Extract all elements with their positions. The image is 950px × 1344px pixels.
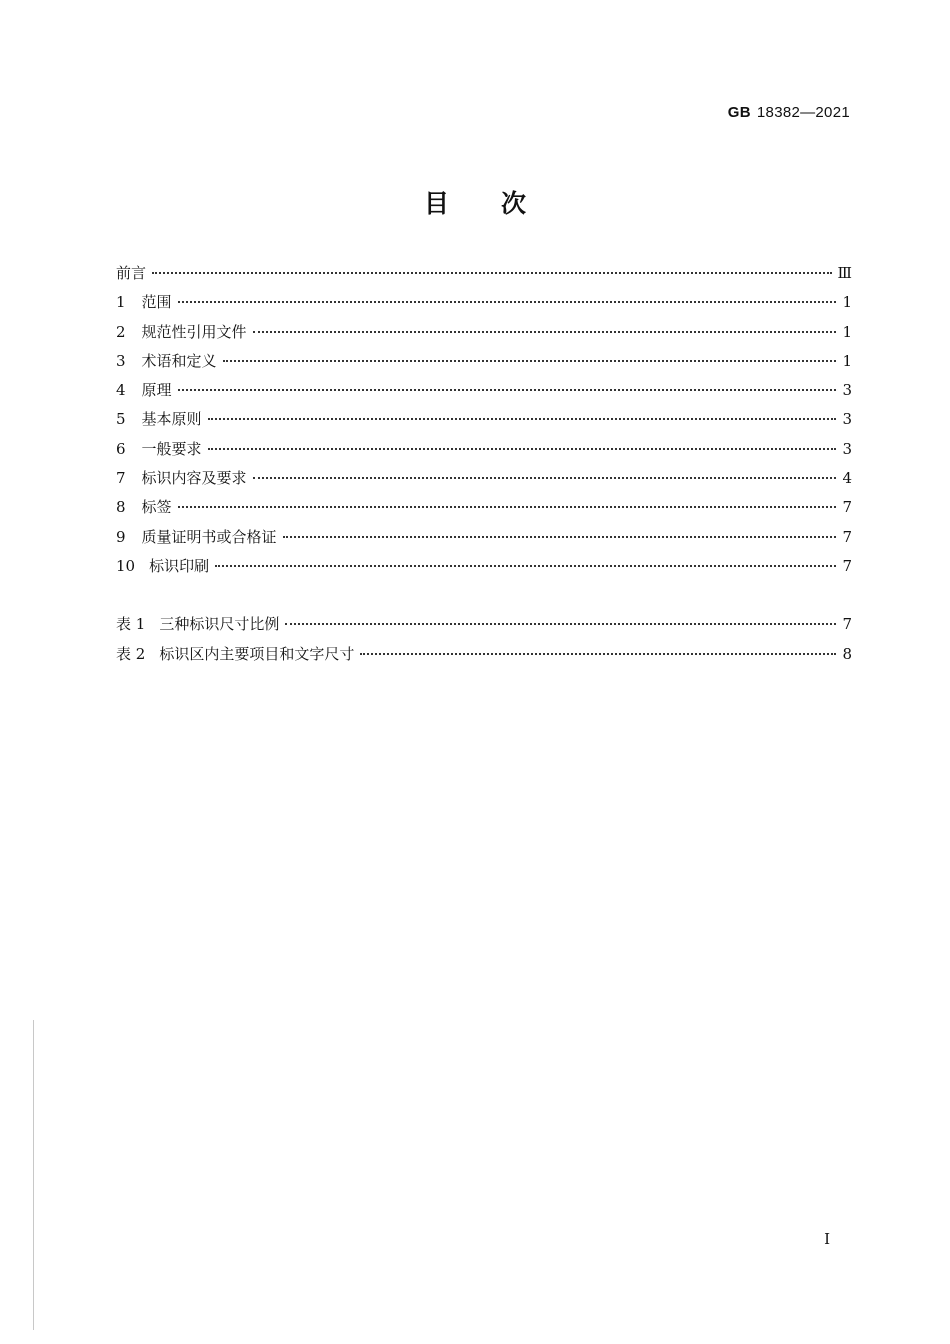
toc-entry-page: 8 (842, 644, 852, 663)
dot-leader (208, 447, 836, 450)
toc-entry-number: 3 (116, 351, 126, 370)
dot-leader (360, 652, 836, 655)
standard-code: 18382—2021 (756, 104, 850, 121)
toc-entry-label: 前言 (116, 264, 147, 282)
toc-entry-label: 质量证明书或合格证 (141, 527, 277, 546)
toc-entry-label: 范围 (141, 293, 172, 312)
toc-entry-label: 规范性引用文件 (141, 322, 247, 341)
dot-leader (178, 388, 836, 391)
toc-tables (116, 613, 852, 672)
toc-entry-number: 5 (116, 410, 126, 429)
toc-entry[interactable] (116, 467, 852, 496)
dot-leader (208, 417, 836, 420)
toc-sections (116, 262, 852, 584)
toc-entry-label: 一般要求 (141, 439, 202, 458)
toc-entry-label: 标识区内主要项目和文字尺寸 (159, 644, 355, 663)
toc-entry-number: 6 (116, 439, 126, 458)
page-number: I (824, 1230, 830, 1248)
toc-entry[interactable] (116, 555, 852, 584)
toc-entry-number: 表 1 (116, 615, 146, 634)
toc-entry-label: 标识内容及要求 (141, 469, 247, 488)
toc-entry-page: 1 (842, 293, 852, 312)
toc-entry[interactable] (116, 643, 852, 672)
toc-entry-page: 7 (842, 527, 852, 546)
toc-entry[interactable] (116, 379, 852, 408)
toc-entry[interactable] (116, 438, 852, 467)
standard-number (728, 104, 850, 121)
dot-leader (215, 564, 836, 567)
toc-entry-number: 2 (116, 322, 126, 341)
toc-entry[interactable] (116, 526, 852, 555)
toc-entry-label: 标签 (141, 498, 172, 517)
toc-entry-label: 基本原则 (141, 410, 202, 429)
toc-entry-page: 7 (842, 556, 852, 575)
toc-entry-number: 8 (116, 498, 126, 517)
toc-entry[interactable] (116, 321, 852, 350)
toc-entry-page: 3 (842, 381, 852, 400)
scan-artifact-line (33, 1020, 34, 1330)
toc-entry-label: 术语和定义 (141, 351, 217, 370)
toc-entry-page: 1 (842, 322, 852, 341)
section-gap (116, 584, 852, 613)
toc-entry-page: 3 (842, 410, 852, 429)
dot-leader (253, 330, 836, 333)
toc-entry[interactable] (116, 613, 852, 642)
toc-entry-page: 7 (842, 498, 852, 517)
toc-entry-page: 3 (842, 439, 852, 458)
toc-entry[interactable] (116, 496, 852, 525)
table-of-contents (116, 262, 852, 672)
dot-leader (223, 359, 836, 362)
dot-leader (152, 271, 832, 274)
dot-leader (285, 622, 836, 625)
standard-prefix: GB (727, 104, 751, 121)
dot-leader (253, 476, 836, 479)
toc-entry[interactable] (116, 262, 852, 291)
toc-entry-page: Ⅲ (837, 264, 852, 282)
toc-entry-number: 4 (116, 381, 126, 400)
toc-entry-number: 9 (116, 527, 126, 546)
dot-leader (283, 535, 836, 538)
toc-entry-number: 1 (116, 293, 126, 312)
dot-leader (178, 505, 836, 508)
toc-entry[interactable] (116, 350, 852, 379)
toc-entry-page: 1 (842, 351, 852, 370)
toc-entry-number: 表 2 (116, 644, 146, 663)
toc-entry[interactable] (116, 291, 852, 320)
toc-entry-label: 三种标识尺寸比例 (159, 615, 280, 634)
toc-entry[interactable] (116, 408, 852, 437)
toc-entry-label: 标识印刷 (149, 556, 210, 575)
dot-leader (178, 300, 836, 303)
toc-entry-number: 10 (116, 556, 136, 575)
toc-entry-label: 原理 (141, 381, 172, 400)
toc-entry-page: 4 (842, 469, 852, 488)
page-title: 目次 (423, 189, 578, 218)
toc-entry-number: 7 (116, 469, 126, 488)
toc-entry-page: 7 (842, 615, 852, 634)
